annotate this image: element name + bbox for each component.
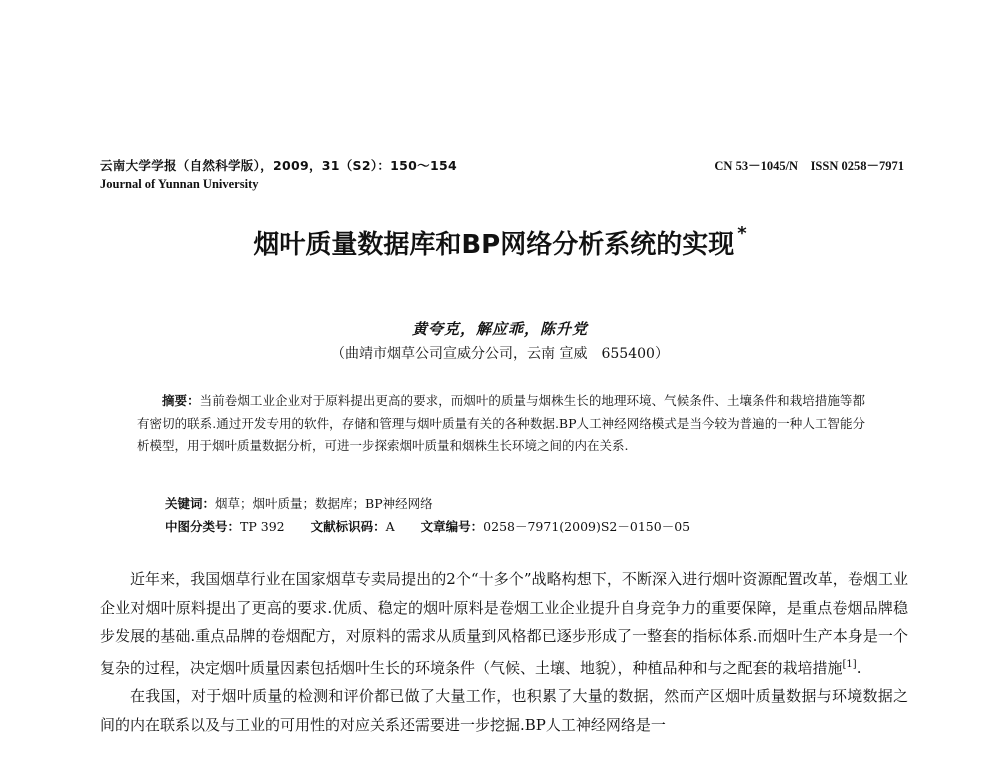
doc-code-value: A (385, 519, 395, 534)
keywords-text: 烟草；烟叶质量；数据库；BP神经网络 (215, 496, 433, 511)
body-paragraph-2: 在我国，对于烟叶质量的检测和评价都已做了大量工作，也积累了大量的数据，然而产区烟叶质量数据与环境数据之间的内在联系以及与工业的可用性的对应关系还需要进一步挖掘.BP人工神经网络是一 (100, 687, 908, 734)
body-paragraph-1-text: 近年来，我国烟草行业在国家烟草专卖局提出的2个“十多个”战略构想下，不断深入进行烟叶资源配置改革，卷烟工业企业对烟叶原料提出了更高的要求.优质、稳定的烟叶原料是卷烟工业企业提升自身竞争力的重要保障，是重点卷烟品牌稳步发展的基础.重点品牌的卷烟配方，对原料的需求从质量到风格都已逐步形成了一整套的指标体系.而烟叶生产本身是一个复杂的过程，决定烟叶质量因素包括烟叶生长的环境条件（气候、土壤、地貌），种植品种和与之配套的栽培措施 (100, 570, 908, 677)
abstract-label: 摘要： (162, 393, 200, 408)
doc-code-label: 文献标识码： (310, 519, 386, 534)
title-footnote-mark: * (737, 223, 747, 245)
paper-title-text: 烟叶质量数据库和BP网络分析系统的实现 (253, 230, 735, 260)
citation-ref: [1] (842, 658, 857, 670)
article-number-value: 0258－7971(2009)S2－0150－05 (483, 519, 691, 534)
clc-label: 中图分类号： (165, 519, 241, 534)
keywords-label: 关键词： (165, 496, 216, 511)
keywords (165, 494, 433, 512)
authors: 黄夸克，解应乖，陈升党 (411, 320, 588, 338)
abstract (137, 390, 865, 458)
abstract-text: 当前卷烟工业企业对于原料提出更高的要求，而烟叶的质量与烟株生长的地理环境、气候条件、土壤条件和栽培措施等都有密切的联系.通过开发专用的软件，存储和管理与烟叶质量有关的各种数据.BP人工神经网络模式是当今较为普遍的一种人工智能分析模型，用于烟叶质量数据分析，可进一步探索烟叶质量和烟株生长环境之间的内在关系. (137, 393, 865, 453)
article-number-label: 文章编号： (420, 519, 484, 534)
journal-citation-cn: 云南大学学报（自然科学版），2009，31（S2）：150～154 (100, 158, 457, 173)
body-paragraph-1-end: . (856, 658, 862, 677)
clc-value: TP 392 (240, 519, 285, 534)
journal-name-en: Journal of Yunnan University (100, 177, 259, 191)
affiliation: （曲靖市烟草公司宣威分公司，云南 宣威 655400） (331, 346, 669, 362)
body-text (100, 565, 908, 739)
paper-title (0, 224, 1000, 261)
classification-line (165, 517, 690, 535)
body-paragraph-1 (100, 565, 908, 682)
journal-issn: CN 53－1045/N ISSN 0258－7971 (714, 159, 904, 173)
